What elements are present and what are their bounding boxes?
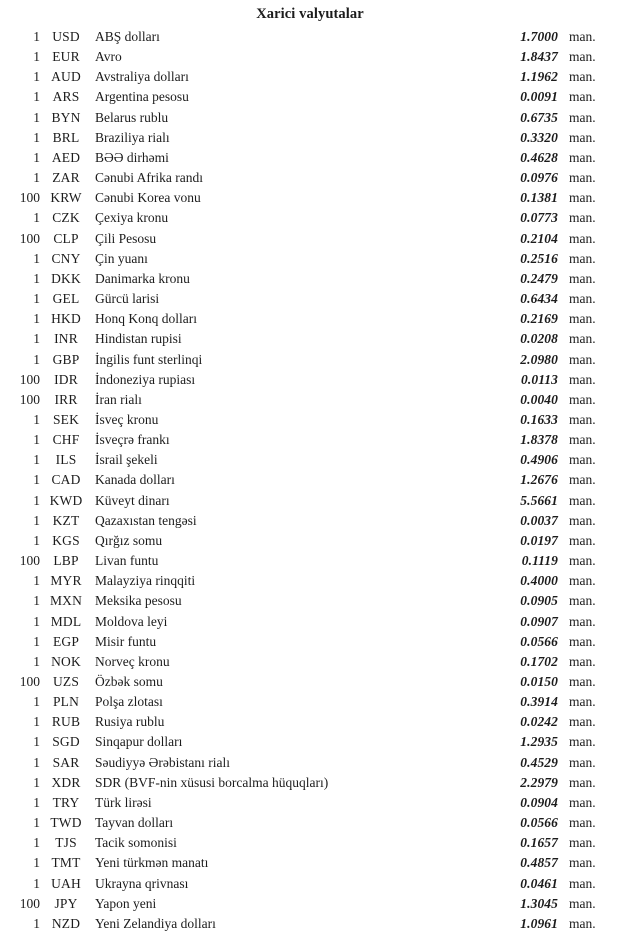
rate-cell: 0.0566 [520,633,558,649]
currency-code-cell: NZD [51,915,81,931]
currency-name-cell: Avstraliya dolları [95,69,189,85]
currency-name-cell: Kanada dolları [95,472,175,488]
quantity-cell: 1 [33,714,40,730]
rate-cell: 1.2935 [520,734,558,750]
currency-name-cell: Belarus rublu [95,109,169,125]
quantity-cell: 1 [33,633,40,649]
quantity-cell: 1 [33,472,40,488]
currency-name-cell: Honq Konq dolları [95,311,197,327]
table-row [0,47,620,67]
table-row [0,329,620,349]
quantity-cell: 1 [33,432,40,448]
unit-cell: man. [569,512,596,528]
table-row [0,249,620,269]
unit-cell: man. [569,250,596,266]
rate-cell: 0.1119 [521,553,558,569]
currency-name-cell: Braziliya rialı [95,129,170,145]
currency-code-cell: LBP [53,553,79,569]
page-title: Xarici valyutalar [256,6,364,22]
currency-name-cell: Livan funtu [95,553,159,569]
quantity-cell: 1 [33,311,40,327]
quantity-cell: 1 [33,149,40,165]
table-row [0,430,620,450]
rate-cell: 1.3045 [520,895,558,911]
quantity-cell: 100 [19,391,40,407]
currency-code-cell: AED [51,149,81,165]
currency-name-cell: Cənubi Afrika randı [95,170,203,186]
currency-name-cell: Ukrayna qrivnası [95,875,189,891]
unit-cell: man. [569,391,596,407]
table-row [0,269,620,289]
table-row [0,914,620,934]
currency-name-cell: İsveç kronu [95,411,159,427]
rate-cell: 0.0904 [520,794,558,810]
currency-code-cell: PLN [52,694,80,710]
table-row [0,833,620,853]
currency-name-cell: Türk lirəsi [95,794,152,810]
unit-cell: man. [569,291,596,307]
currency-name-cell: Səudiyyə Ərəbistanı rialı [95,754,230,770]
table-row [0,208,620,228]
currency-name-cell: İran rialı [95,391,142,407]
unit-cell: man. [569,270,596,286]
unit-cell: man. [569,774,596,790]
unit-cell: man. [569,49,596,65]
quantity-cell: 1 [33,774,40,790]
table-row [0,793,620,813]
currency-code-cell: CNY [51,250,81,266]
currency-name-cell: İndoneziya rupiası [95,371,196,387]
unit-cell: man. [569,653,596,669]
quantity-cell: 1 [33,29,40,44]
quantity-cell: 1 [33,492,40,508]
quantity-cell: 100 [19,371,40,387]
currency-name-cell: İngilis funt sterlinqi [95,351,203,367]
unit-cell: man. [569,613,596,629]
rate-cell: 0.1657 [520,835,558,851]
currency-code-cell: INR [54,331,78,347]
table-row [0,390,620,410]
quantity-cell: 1 [33,734,40,750]
currency-name-cell: Tacik somonisi [95,835,177,851]
quantity-cell: 1 [33,915,40,931]
unit-cell: man. [569,573,596,589]
currency-code-cell: TJS [55,835,77,851]
rate-cell: 0.0461 [520,875,558,891]
currency-name-cell: ABŞ dolları [95,29,160,44]
currency-name-cell: Çili Pesosu [95,230,157,246]
quantity-cell: 1 [33,875,40,891]
quantity-cell: 100 [19,190,40,206]
unit-cell: man. [569,492,596,508]
unit-cell: man. [569,815,596,831]
quantity-cell: 1 [33,351,40,367]
currency-code-cell: ARS [52,89,80,105]
currency-name-cell: SDR (BVF-nin xüsusi borcalma hüquqları) [95,774,329,790]
currency-name-cell: Malayziya rinqqiti [95,573,196,589]
rate-cell: 0.1633 [520,411,558,427]
unit-cell: man. [569,411,596,427]
quantity-cell: 1 [33,573,40,589]
rate-cell: 0.2104 [520,230,558,246]
unit-cell: man. [569,170,596,186]
rate-cell: 0.2516 [520,250,558,266]
quantity-cell: 1 [33,794,40,810]
rate-cell: 0.1381 [520,190,558,206]
rate-cell: 0.0566 [520,815,558,831]
currency-name-cell: Özbək somu [95,674,163,689]
currency-code-cell: EGP [52,633,80,649]
currency-code-cell: EUR [52,49,80,65]
quantity-cell: 1 [33,270,40,286]
currency-code-cell: KGS [52,532,80,548]
currency-name-cell: Küveyt dinarı [95,492,170,508]
table-row [0,652,620,672]
unit-cell: man. [569,149,596,165]
rate-cell: 1.0961 [520,915,558,931]
quantity-cell: 1 [33,250,40,266]
table-row [0,732,620,752]
quantity-cell: 1 [33,210,40,226]
table-row [0,753,620,773]
table-row [0,87,620,107]
rate-cell: 1.8437 [520,49,558,65]
currency-code-cell: RUB [51,714,81,730]
currency-code-cell: GEL [52,291,80,307]
currency-name-cell: Tayvan dolları [95,815,174,831]
unit-cell: man. [569,69,596,85]
currency-code-cell: NOK [51,653,81,669]
rate-cell: 1.7000 [520,29,558,44]
table-row [0,67,620,87]
table-row [0,511,620,531]
unit-cell: man. [569,129,596,145]
unit-cell: man. [569,472,596,488]
quantity-cell: 1 [33,331,40,347]
currency-name-cell: Rusiya rublu [95,714,165,730]
rate-cell: 0.4628 [520,149,558,165]
rate-cell: 0.0976 [520,170,558,186]
unit-cell: man. [569,452,596,468]
currency-name-cell: BƏƏ dirhəmi [95,149,169,165]
table-row [0,591,620,611]
currency-code-cell: BYN [51,109,81,125]
quantity-cell: 100 [19,230,40,246]
rate-cell: 0.3320 [520,129,558,145]
unit-cell: man. [569,915,596,931]
rate-cell: 1.1962 [520,69,558,85]
currency-code-cell: KWD [49,492,83,508]
currency-code-cell: MXN [49,593,83,609]
quantity-cell: 1 [33,855,40,871]
unit-cell: man. [569,432,596,448]
table-row [0,571,620,591]
rate-cell: 1.8378 [520,432,558,448]
currency-code-cell: MYR [50,573,82,589]
currency-code-cell: IDR [54,371,78,387]
currency-code-cell: HKD [51,311,81,327]
currency-code-cell: SGD [52,734,80,750]
unit-cell: man. [569,855,596,871]
unit-cell: man. [569,674,596,689]
unit-cell: man. [569,532,596,548]
table-row [0,853,620,873]
rate-cell: 0.0773 [520,210,558,226]
currency-name-cell: Misir funtu [95,633,157,649]
rate-cell: 0.3914 [520,694,558,710]
currency-name-cell: Yapon yeni [95,895,157,911]
currency-name-cell: Yeni türkmən manatı [95,855,209,871]
currency-code-cell: CZK [52,210,80,226]
rate-cell: 0.0113 [521,371,558,387]
unit-cell: man. [569,593,596,609]
currency-name-cell: Çin yuanı [95,250,148,266]
currency-code-cell: DKK [51,270,81,286]
unit-cell: man. [569,754,596,770]
unit-cell: man. [569,109,596,125]
quantity-cell: 100 [19,553,40,569]
currency-name-cell: İsveçrə frankı [95,432,170,448]
rate-cell: 0.0197 [520,532,558,548]
unit-cell: man. [569,29,596,44]
currency-name-cell: Polşa zlotası [95,694,163,710]
unit-cell: man. [569,835,596,851]
table-row [0,470,620,490]
currency-code-cell: TWD [50,815,82,831]
rate-cell: 0.6735 [520,109,558,125]
rate-cell: 0.4000 [520,573,558,589]
table-row [0,309,620,329]
currency-code-cell: MDL [50,613,82,629]
currency-code-cell: CLP [53,230,79,246]
quantity-cell: 100 [19,674,40,689]
rate-cell: 0.0091 [520,89,558,105]
currency-name-cell: Norveç kronu [95,653,170,669]
currency-code-cell: KRW [50,190,82,206]
table-row [0,612,620,632]
currency-name-cell: Danimarka kronu [95,270,190,286]
quantity-cell: 1 [33,532,40,548]
currency-code-cell: CHF [52,432,80,448]
quantity-cell: 1 [33,69,40,85]
rate-cell: 0.6434 [520,291,558,307]
quantity-cell: 1 [33,754,40,770]
table-row [0,773,620,793]
currency-code-cell: IRR [54,391,78,407]
quantity-cell: 1 [33,694,40,710]
table-row [0,410,620,430]
currency-name-cell: Çexiya kronu [95,210,169,226]
table-row [0,874,620,894]
unit-cell: man. [569,694,596,710]
quantity-cell: 1 [33,593,40,609]
rate-cell: 0.2169 [520,311,558,327]
currency-code-cell: ILS [55,452,77,468]
rate-cell: 1.2676 [520,472,558,488]
rate-cell: 0.0905 [520,593,558,609]
rate-cell: 0.0907 [520,613,558,629]
currency-code-cell: BRL [52,129,80,145]
table-row [0,712,620,732]
rate-cell: 0.4906 [520,452,558,468]
unit-cell: man. [569,311,596,327]
table-row [0,491,620,511]
currency-code-cell: XDR [51,774,81,790]
rate-cell: 0.0037 [520,512,558,528]
rate-cell: 0.4857 [520,855,558,871]
quantity-cell: 1 [33,109,40,125]
table-row [0,350,620,370]
currency-table [0,27,620,934]
unit-cell: man. [569,210,596,226]
currency-name-cell: Sinqapur dolları [95,734,183,750]
rate-cell: 0.4529 [520,754,558,770]
currency-name-cell: Hindistan rupisi [95,331,182,347]
table-row [0,289,620,309]
unit-cell: man. [569,714,596,730]
unit-cell: man. [569,371,596,387]
rate-cell: 2.0980 [520,351,558,367]
table-row [0,370,620,390]
currency-code-cell: KZT [52,512,80,528]
unit-cell: man. [569,734,596,750]
currency-name-cell: Moldova leyi [95,613,168,629]
rate-cell: 0.2479 [520,270,558,286]
currency-code-cell: USD [52,29,80,44]
table-row [0,450,620,470]
quantity-cell: 1 [33,89,40,105]
currency-name-cell: Gürcü larisi [95,291,160,307]
table-row [0,632,620,652]
currency-code-cell: TMT [51,855,81,871]
table-row [0,894,620,914]
currency-name-cell: Argentina pesosu [95,89,189,105]
quantity-cell: 1 [33,291,40,307]
quantity-cell: 1 [33,49,40,65]
currency-name-cell: Cənubi Korea vonu [95,190,201,206]
table-row [0,27,620,47]
rate-cell: 0.0150 [520,674,558,689]
quantity-cell: 1 [33,170,40,186]
table-row [0,168,620,188]
quantity-cell: 1 [33,452,40,468]
currency-code-cell: UZS [52,674,80,689]
currency-code-cell: JPY [54,895,78,911]
rate-cell: 0.0040 [520,391,558,407]
unit-cell: man. [569,89,596,105]
rate-cell: 0.0208 [520,331,558,347]
quantity-cell: 1 [33,411,40,427]
currency-name-cell: İsrail şekeli [95,452,158,468]
unit-cell: man. [569,351,596,367]
unit-cell: man. [569,794,596,810]
currency-name-cell: Meksika pesosu [95,593,182,609]
currency-code-cell: AUD [51,69,81,85]
table-row [0,128,620,148]
table-row [0,108,620,128]
currency-name-cell: Avro [95,49,122,65]
unit-cell: man. [569,875,596,891]
currency-code-cell: CAD [51,472,81,488]
quantity-cell: 1 [33,815,40,831]
unit-cell: man. [569,633,596,649]
table-row [0,148,620,168]
table-row [0,188,620,208]
currency-code-cell: ZAR [52,170,80,186]
currency-name-cell: Yeni Zelandiya dolları [95,915,216,931]
currency-name-cell: Qırğız somu [95,532,163,548]
unit-cell: man. [569,230,596,246]
quantity-cell: 100 [19,895,40,911]
table-row [0,672,620,692]
table-row [0,813,620,833]
currency-code-cell: GBP [52,351,80,367]
rate-cell: 5.5661 [520,492,558,508]
quantity-cell: 1 [33,835,40,851]
currency-code-cell: TRY [52,794,80,810]
unit-cell: man. [569,895,596,911]
table-row [0,229,620,249]
currency-code-cell: SAR [52,754,80,770]
table-row [0,551,620,571]
quantity-cell: 1 [33,512,40,528]
currency-code-cell: UAH [51,875,81,891]
rate-cell: 2.2979 [520,774,558,790]
currency-code-cell: SEK [52,411,80,427]
quantity-cell: 1 [33,653,40,669]
table-row [0,692,620,712]
rate-cell: 0.0242 [520,714,558,730]
unit-cell: man. [569,190,596,206]
quantity-cell: 1 [33,613,40,629]
quantity-cell: 1 [33,129,40,145]
unit-cell: man. [569,553,596,569]
rate-cell: 0.1702 [520,653,558,669]
table-row [0,531,620,551]
unit-cell: man. [569,331,596,347]
currency-name-cell: Qazaxıstan tengəsi [95,512,197,528]
